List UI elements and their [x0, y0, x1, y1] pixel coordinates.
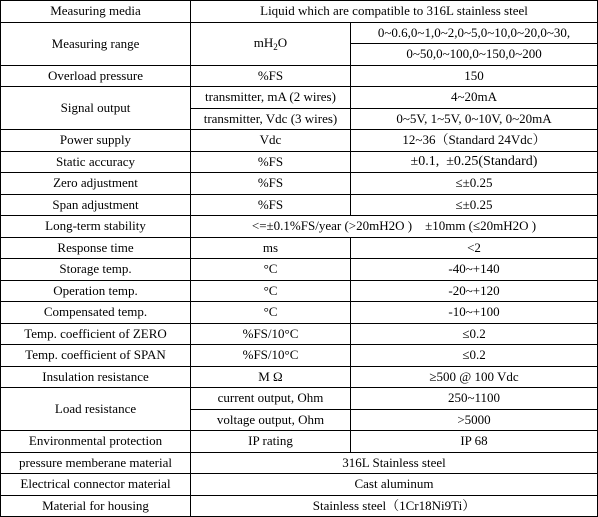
row-unit: M Ω [191, 366, 351, 388]
row-label: pressure memberane material [1, 452, 191, 474]
row-label: Zero adjustment [1, 173, 191, 195]
row-value: 250~1100 [351, 388, 598, 410]
row-label: Measuring media [1, 1, 191, 23]
row-value: 0~0.6,0~1,0~2,0~5,0~10,0~20,0~30, [351, 22, 598, 44]
row-label: Signal output [1, 87, 191, 130]
row-label: Electrical connector material [1, 474, 191, 496]
row-unit: °C [191, 259, 351, 281]
unit-text: O [277, 35, 288, 50]
table-row [1, 323, 598, 345]
table-row [1, 65, 598, 87]
row-unit: transmitter, Vdc (3 wires) [191, 108, 351, 130]
table-row [1, 345, 598, 367]
table-row [1, 495, 598, 517]
table-row [1, 22, 598, 44]
row-label: Temp. coefficient of ZERO [1, 323, 191, 345]
row-unit: %FS [191, 194, 351, 216]
table-row [1, 280, 598, 302]
table-row [1, 302, 598, 324]
row-value: ≤0.2 [351, 345, 598, 367]
row-label: Temp. coefficient of SPAN [1, 345, 191, 367]
row-unit: %FS [191, 151, 351, 173]
row-value: IP 68 [351, 431, 598, 453]
row-value: -20~+120 [351, 280, 598, 302]
table-row [1, 216, 598, 238]
row-value: 4~20mA [351, 87, 598, 109]
row-value: -10~+100 [351, 302, 598, 324]
row-unit: %FS [191, 173, 351, 195]
row-label: Long-term stability [1, 216, 191, 238]
row-value: Liquid which are compatible to 316L stainless steel [191, 1, 598, 23]
row-unit: Vdc [191, 130, 351, 152]
row-unit: %FS/10°C [191, 323, 351, 345]
row-label: Power supply [1, 130, 191, 152]
row-value: 0~50,0~100,0~150,0~200 [351, 44, 598, 66]
row-unit: current output, Ohm [191, 388, 351, 410]
row-unit: ms [191, 237, 351, 259]
row-label: Response time [1, 237, 191, 259]
row-unit: %FS/10°C [191, 345, 351, 367]
row-unit [191, 22, 351, 65]
row-label: Operation temp. [1, 280, 191, 302]
table-row [1, 151, 598, 173]
row-value: <=±0.1%FS/year (>20mH2O ) ±10mm (≤20mH2O ) [191, 216, 598, 238]
row-unit: IP rating [191, 431, 351, 453]
row-unit: voltage output, Ohm [191, 409, 351, 431]
row-label: Material for housing [1, 495, 191, 517]
row-value: 12~36（Standard 24Vdc） [351, 130, 598, 152]
row-value: ≤±0.25 [351, 194, 598, 216]
row-label: Environmental protection [1, 431, 191, 453]
row-value: -40~+140 [351, 259, 598, 281]
table-row [1, 452, 598, 474]
unit-subscript: 2 [273, 42, 278, 52]
table-row [1, 194, 598, 216]
row-value: 0~5V, 1~5V, 0~10V, 0~20mA [351, 108, 598, 130]
table-row [1, 366, 598, 388]
table-row [1, 474, 598, 496]
table-row [1, 130, 598, 152]
table-row [1, 259, 598, 281]
table-row [1, 388, 598, 410]
row-value: Stainless steel（1Cr18Ni9Ti） [191, 495, 598, 517]
row-label: Compensated temp. [1, 302, 191, 324]
row-unit: °C [191, 280, 351, 302]
unit-text: mH [253, 35, 274, 50]
row-label: Load resistance [1, 388, 191, 431]
row-value: <2 [351, 237, 598, 259]
row-label: Storage temp. [1, 259, 191, 281]
row-value: >5000 [351, 409, 598, 431]
row-value: ±0.1, ±0.25(Standard) [351, 151, 598, 173]
row-unit: transmitter, mA (2 wires) [191, 87, 351, 109]
row-value: 316L Stainless steel [191, 452, 598, 474]
row-label: Overload pressure [1, 65, 191, 87]
table-row [1, 431, 598, 453]
row-value: ≥500 @ 100 Vdc [351, 366, 598, 388]
row-value: ≤±0.25 [351, 173, 598, 195]
row-label: Measuring range [1, 22, 191, 65]
row-unit: °C [191, 302, 351, 324]
table-row [1, 1, 598, 23]
row-value: Cast aluminum [191, 474, 598, 496]
row-label: Insulation resistance [1, 366, 191, 388]
row-value: 150 [351, 65, 598, 87]
table-row [1, 173, 598, 195]
table-row [1, 237, 598, 259]
row-value: ≤0.2 [351, 323, 598, 345]
row-label: Static accuracy [1, 151, 191, 173]
table-row [1, 87, 598, 109]
row-unit: %FS [191, 65, 351, 87]
row-label: Span adjustment [1, 194, 191, 216]
